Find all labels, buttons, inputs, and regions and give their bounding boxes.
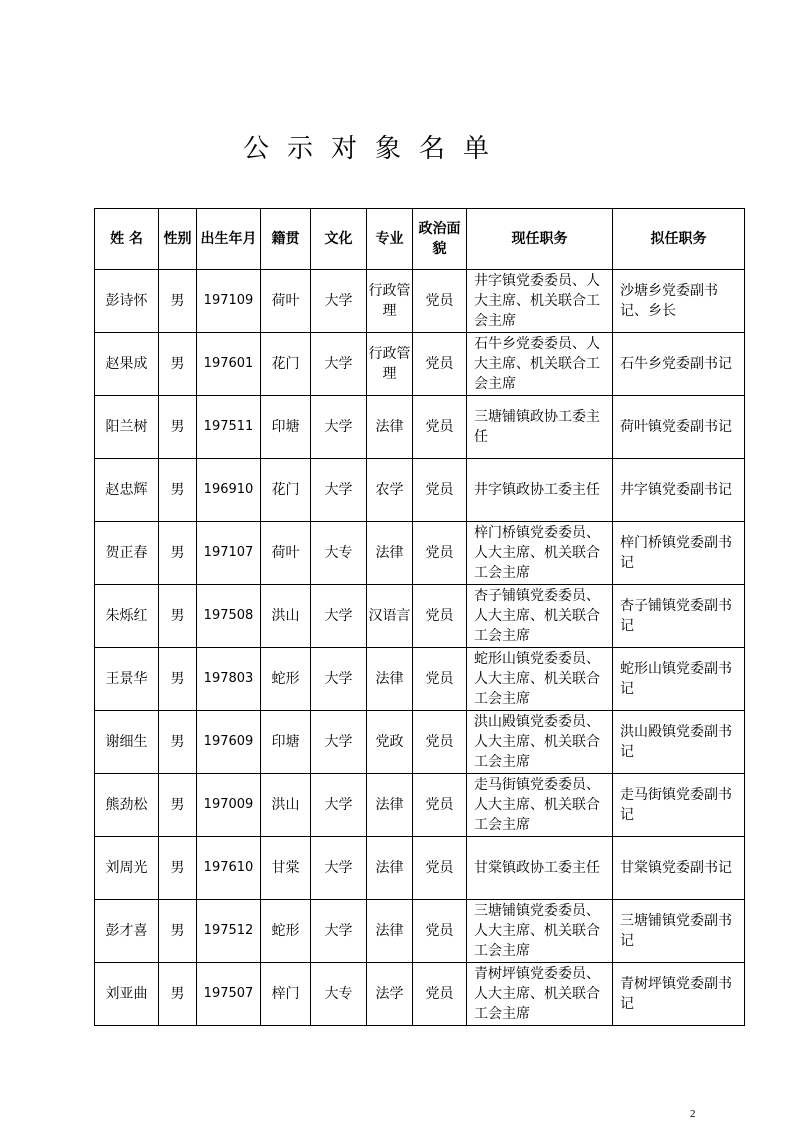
name-cell: 谢细生 xyxy=(95,711,159,774)
education-cell: 大学 xyxy=(311,396,367,459)
gender-cell: 男 xyxy=(159,648,197,711)
education-cell: 大学 xyxy=(311,774,367,837)
name-cell: 阳兰树 xyxy=(95,396,159,459)
education-cell: 大学 xyxy=(311,648,367,711)
name-cell: 彭才喜 xyxy=(95,900,159,963)
political-status-cell: 党员 xyxy=(413,774,467,837)
current-position-cell: 蛇形山镇党委委员、人大主席、机关联合工会主席 xyxy=(467,648,613,711)
political-status-cell: 党员 xyxy=(413,396,467,459)
major-cell: 法律 xyxy=(367,900,413,963)
proposed-position-cell: 杏子铺镇党委副书记 xyxy=(613,585,745,648)
header-gender: 性别 xyxy=(159,209,197,270)
table-row xyxy=(95,522,745,585)
gender-cell: 男 xyxy=(159,522,197,585)
native-place-cell: 洪山 xyxy=(261,774,311,837)
birth-cell: 197107 xyxy=(197,522,261,585)
table-row xyxy=(95,774,745,837)
education-cell: 大学 xyxy=(311,459,367,522)
political-status-cell: 党员 xyxy=(413,900,467,963)
current-position-cell: 青树坪镇党委委员、人大主席、机关联合工会主席 xyxy=(467,963,613,1026)
name-cell: 刘周光 xyxy=(95,837,159,900)
birth-cell: 197109 xyxy=(197,270,261,333)
major-cell: 农学 xyxy=(367,459,413,522)
gender-cell: 男 xyxy=(159,585,197,648)
native-place-cell: 荷叶 xyxy=(261,270,311,333)
native-place-cell: 花门 xyxy=(261,333,311,396)
native-place-cell: 甘棠 xyxy=(261,837,311,900)
table-row xyxy=(95,837,745,900)
birth-cell: 197609 xyxy=(197,711,261,774)
current-position-cell: 三塘铺镇政协工委主任 xyxy=(467,396,613,459)
gender-cell: 男 xyxy=(159,459,197,522)
current-position-cell: 杏子铺镇党委委员、人大主席、机关联合工会主席 xyxy=(467,585,613,648)
header-native-place: 籍贯 xyxy=(261,209,311,270)
current-position-cell: 石牛乡党委委员、人大主席、机关联合工会主席 xyxy=(467,333,613,396)
table-header-row xyxy=(95,209,745,270)
education-cell: 大学 xyxy=(311,900,367,963)
current-position-cell: 井字镇党委委员、人大主席、机关联合工会主席 xyxy=(467,270,613,333)
political-status-cell: 党员 xyxy=(413,963,467,1026)
table-row xyxy=(95,585,745,648)
education-cell: 大学 xyxy=(311,837,367,900)
native-place-cell: 印塘 xyxy=(261,711,311,774)
major-cell: 法律 xyxy=(367,396,413,459)
birth-cell: 197601 xyxy=(197,333,261,396)
current-position-cell: 三塘铺镇党委委员、人大主席、机关联合工会主席 xyxy=(467,900,613,963)
header-education: 文化 xyxy=(311,209,367,270)
proposed-position-cell: 荷叶镇党委副书记 xyxy=(613,396,745,459)
native-place-cell: 蛇形 xyxy=(261,648,311,711)
name-cell: 彭诗怀 xyxy=(95,270,159,333)
table-row xyxy=(95,711,745,774)
table-row xyxy=(95,459,745,522)
proposed-position-cell: 青树坪镇党委副书记 xyxy=(613,963,745,1026)
proposed-position-cell: 梓门桥镇党委副书记 xyxy=(613,522,745,585)
table-row xyxy=(95,333,745,396)
birth-cell: 197610 xyxy=(197,837,261,900)
political-status-cell: 党员 xyxy=(413,648,467,711)
table-body xyxy=(95,270,745,1026)
native-place-cell: 印塘 xyxy=(261,396,311,459)
political-status-cell: 党员 xyxy=(413,585,467,648)
proposed-position-cell: 走马街镇党委副书记 xyxy=(613,774,745,837)
proposed-position-cell: 三塘铺镇党委副书记 xyxy=(613,900,745,963)
major-cell: 汉语言 xyxy=(367,585,413,648)
native-place-cell: 花门 xyxy=(261,459,311,522)
native-place-cell: 荷叶 xyxy=(261,522,311,585)
table-row xyxy=(95,648,745,711)
major-cell: 法律 xyxy=(367,648,413,711)
political-status-cell: 党员 xyxy=(413,711,467,774)
gender-cell: 男 xyxy=(159,900,197,963)
name-cell: 朱烁红 xyxy=(95,585,159,648)
gender-cell: 男 xyxy=(159,774,197,837)
table-row xyxy=(95,396,745,459)
gender-cell: 男 xyxy=(159,333,197,396)
gender-cell: 男 xyxy=(159,270,197,333)
proposed-position-cell: 蛇形山镇党委副书记 xyxy=(613,648,745,711)
header-name: 姓 名 xyxy=(95,209,159,270)
major-cell: 行政管理 xyxy=(367,333,413,396)
education-cell: 大专 xyxy=(311,963,367,1026)
major-cell: 党政 xyxy=(367,711,413,774)
gender-cell: 男 xyxy=(159,963,197,1026)
birth-cell: 197507 xyxy=(197,963,261,1026)
proposed-position-cell: 甘棠镇党委副书记 xyxy=(613,837,745,900)
table-row xyxy=(95,900,745,963)
current-position-cell: 洪山殿镇党委委员、人大主席、机关联合工会主席 xyxy=(467,711,613,774)
education-cell: 大学 xyxy=(311,585,367,648)
name-cell: 赵忠辉 xyxy=(95,459,159,522)
major-cell: 法律 xyxy=(367,522,413,585)
political-status-cell: 党员 xyxy=(413,270,467,333)
political-status-cell: 党员 xyxy=(413,522,467,585)
major-cell: 法学 xyxy=(367,963,413,1026)
name-cell: 熊劲松 xyxy=(95,774,159,837)
birth-cell: 196910 xyxy=(197,459,261,522)
table-row xyxy=(95,270,745,333)
proposed-position-cell: 井字镇党委副书记 xyxy=(613,459,745,522)
major-cell: 行政管理 xyxy=(367,270,413,333)
name-cell: 贺正春 xyxy=(95,522,159,585)
name-cell: 王景华 xyxy=(95,648,159,711)
birth-cell: 197009 xyxy=(197,774,261,837)
header-current-position: 现任职务 xyxy=(467,209,613,270)
gender-cell: 男 xyxy=(159,837,197,900)
education-cell: 大学 xyxy=(311,270,367,333)
proposed-position-cell: 洪山殿镇党委副书记 xyxy=(613,711,745,774)
major-cell: 法律 xyxy=(367,774,413,837)
education-cell: 大专 xyxy=(311,522,367,585)
native-place-cell: 蛇形 xyxy=(261,900,311,963)
political-status-cell: 党员 xyxy=(413,459,467,522)
education-cell: 大学 xyxy=(311,333,367,396)
candidate-table xyxy=(94,208,745,1026)
header-major: 专业 xyxy=(367,209,413,270)
native-place-cell: 梓门 xyxy=(261,963,311,1026)
header-birth: 出生年月 xyxy=(197,209,261,270)
current-position-cell: 梓门桥镇党委委员、人大主席、机关联合工会主席 xyxy=(467,522,613,585)
current-position-cell: 甘棠镇政协工委主任 xyxy=(467,837,613,900)
proposed-position-cell: 石牛乡党委副书记 xyxy=(613,333,745,396)
header-proposed-position: 拟任职务 xyxy=(613,209,745,270)
document-title: 公示对象名单 xyxy=(242,134,507,164)
current-position-cell: 走马街镇党委委员、人大主席、机关联合工会主席 xyxy=(467,774,613,837)
education-cell: 大学 xyxy=(311,711,367,774)
native-place-cell: 洪山 xyxy=(261,585,311,648)
gender-cell: 男 xyxy=(159,396,197,459)
political-status-cell: 党员 xyxy=(413,837,467,900)
birth-cell: 197511 xyxy=(197,396,261,459)
header-political-status: 政治面貌 xyxy=(413,209,467,270)
proposed-position-cell: 沙塘乡党委副书记、乡长 xyxy=(613,270,745,333)
gender-cell: 男 xyxy=(159,711,197,774)
current-position-cell: 井字镇政协工委主任 xyxy=(467,459,613,522)
political-status-cell: 党员 xyxy=(413,333,467,396)
name-cell: 刘亚曲 xyxy=(95,963,159,1026)
major-cell: 法律 xyxy=(367,837,413,900)
birth-cell: 197512 xyxy=(197,900,261,963)
page-number: 2 xyxy=(690,1108,696,1120)
table-row xyxy=(95,963,745,1026)
birth-cell: 197803 xyxy=(197,648,261,711)
name-cell: 赵果成 xyxy=(95,333,159,396)
birth-cell: 197508 xyxy=(197,585,261,648)
